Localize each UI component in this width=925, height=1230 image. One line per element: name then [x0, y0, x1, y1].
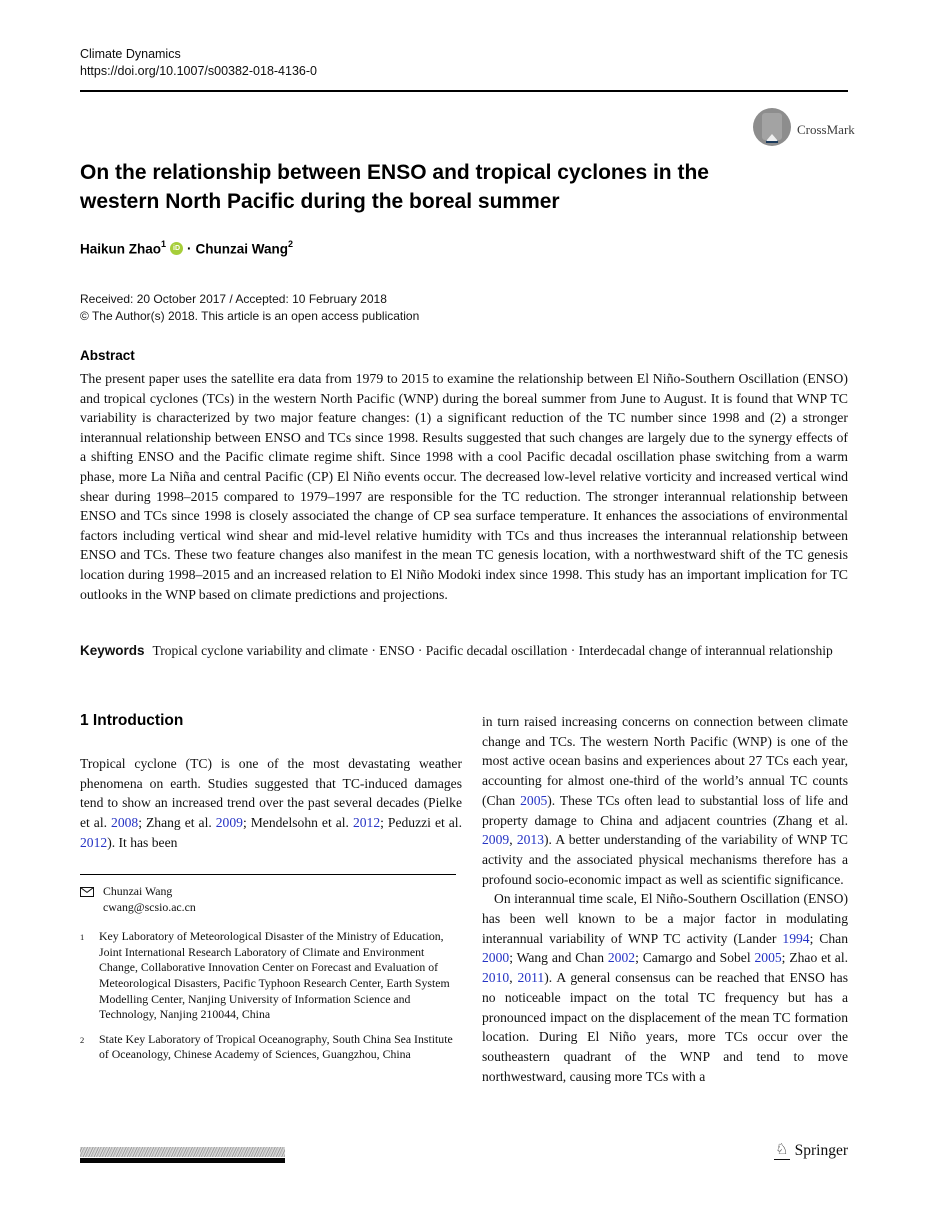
- crossmark-label: CrossMark: [797, 121, 855, 137]
- correspondence: [80, 884, 462, 915]
- body-text: ; Wang and Chan: [509, 950, 608, 966]
- right-column: [482, 712, 848, 1086]
- citation-link[interactable]: 2005: [520, 792, 548, 808]
- copyright-line: © The Author(s) 2018. This article is an open access publication: [80, 308, 420, 323]
- footnote-divider: [80, 874, 456, 875]
- body-text: ). A general consensus can be reached that ENSO has no noticeable impact on the total TC frequency but has a pronounced impact on the displacement of the mean TC formation location. During El Niño years, more TCs occur over the southeastern quadrant of the WNP and tend to move northwestward, causing more TCs with a: [482, 970, 849, 1084]
- abstract-heading: Abstract: [80, 348, 135, 363]
- author-line: [80, 241, 293, 257]
- footnotes-block: [80, 874, 462, 1072]
- crossmark-icon: [752, 107, 792, 152]
- keywords-text: Tropical cyclone variability and climate · ENSO · Pacific decadal oscillation · Interdecadal change of interannual relationship: [152, 643, 833, 658]
- body-text: ; Peduzzi et al.: [380, 815, 462, 831]
- citation-link[interactable]: 2000: [482, 950, 510, 966]
- intro-paragraph-right-2: [482, 889, 848, 1086]
- affiliation-marker: 2: [80, 1034, 85, 1045]
- article-history: [80, 291, 419, 324]
- intro-paragraph-right-1: [482, 712, 848, 889]
- journal-header: [80, 46, 317, 80]
- body-text: Tropical cyclone (TC) is one of the most devastating weather phenomena on earth. Studies suggested that TC-induced damages tend to show an increased trend over the past several decades (Pielke et al.: [80, 756, 462, 831]
- author-affiliation-marker: 1: [161, 239, 167, 249]
- springer-horse-icon: ♘: [775, 1141, 789, 1158]
- citation-link[interactable]: 1994: [782, 930, 810, 946]
- citation-link[interactable]: 2009: [482, 832, 510, 848]
- springer-logo: [774, 1142, 848, 1160]
- body-text: ; Chan: [809, 930, 849, 946]
- citation-link[interactable]: 2005: [754, 950, 782, 966]
- header-divider: [80, 90, 848, 92]
- crossmark-badge[interactable]: [752, 107, 855, 152]
- citation-link[interactable]: 2012: [80, 834, 108, 850]
- body-text: On interannual time scale, El Niño-Southern Oscillation (ENSO) has been well known to be a major factor in modulating interannual variability of WNP TC activity (Lander: [482, 891, 848, 946]
- citation-link[interactable]: 2011: [517, 970, 545, 986]
- body-text: ,: [509, 970, 518, 986]
- intro-paragraph-left: [80, 754, 462, 853]
- publisher-name: Springer: [794, 1142, 848, 1159]
- doi-text: https://doi.org/10.1007/s00382-018-4136-0: [80, 64, 317, 78]
- section-heading-introduction: 1 Introduction: [80, 712, 184, 729]
- citation-link[interactable]: 2013: [516, 832, 545, 848]
- scan-black-bar: [80, 1158, 285, 1163]
- body-text: ; Zhang et al.: [138, 815, 216, 831]
- scan-noise-band: [80, 1147, 285, 1157]
- correspondence-email[interactable]: cwang@scsio.ac.cn: [103, 899, 196, 914]
- author-name-2: Chunzai Wang$^2$: [195, 239, 294, 257]
- citation-link[interactable]: 2010: [482, 970, 510, 986]
- body-text: ; Camargo and Sobel: [635, 950, 755, 966]
- body-text: ). These TCs often lead to substantial loss of life and property damage to China and adjacent countries (Zhang et al.: [482, 792, 849, 828]
- affiliation-marker: 1: [80, 932, 85, 943]
- correspondence-details: [103, 884, 196, 915]
- keywords-block: [80, 641, 848, 661]
- body-text: ). A better understanding of the variability of WNP TC activity and the associated physical mechanisms therefore has a profound socio-economic impact as well as scientific significance.: [482, 832, 849, 887]
- body-text: in turn raised increasing concerns on connection between climate change and TCs. The western North Pacific (WNP) is one of the most active ocean basins and experiences about 27 TCs each year, accounting for almost one-third of the world’s annual TC counts (Chan: [482, 714, 848, 808]
- body-text: ; Mendelsohn et al.: [242, 815, 353, 831]
- abstract-text: The present paper uses the satellite era data from 1979 to 2015 to examine the relationship between El Niño-Southern Oscillation (ENSO) and tropical cyclones (TCs) in the western North Pacific (WNP) during the boreal summer from June to August. It is found that WNP TC variability is characterized by two major feature changes: (1) a significant reduction of the TC number since 1998 and (2) a stronger interannual relationship between ENSO and TCs since 1998. Results suggested that such changes are largely due to the synergy effects of a shifting ENSO and the Pacific climate regime shift. Since 1998 with a cool Pacific decadal oscillation phase switching from a warm phase, more La Niña and central Pacific (CP) El Niño events occur. The decreased low-level relative vorticity and increased vertical wind shear during 1998–2015 compared to 1979–1997 are responsible for the TC reduction. The stronger interannual relationship between ENSO and TCs since 1998 is closely associated the change of CP sea surface temperature. It enhances the associations of environmental factors including vertical wind shear and mid-level relative humidity with TCs and thus increases the interannual relationship between ENSO and TCs. These two feature changes also manifest in the mean TC genesis location, with a northwestward shift of the TC genesis location during 1998–2015 and an increased relation to El Niño Modoki index since 1998. This study has an important implication for TC outlooks in the WNP based on climate predictions and projections.: [80, 371, 848, 602]
- correspondence-name: Chunzai Wang: [103, 884, 173, 898]
- citation-link[interactable]: 2002: [607, 950, 636, 966]
- envelope-icon: [80, 884, 94, 915]
- citation-link[interactable]: 2012: [352, 815, 381, 831]
- author-name-1: Haikun Zhao$^1$: [80, 239, 167, 257]
- body-text: ; Zhao et al.: [781, 950, 848, 966]
- citation-link[interactable]: 2008: [111, 815, 139, 831]
- scan-registration-mark: [80, 1147, 285, 1163]
- body-text: ). It has been: [107, 834, 178, 850]
- author-affiliation-marker: 2: [288, 239, 294, 249]
- citation-link[interactable]: 2009: [215, 815, 243, 831]
- body-text: ,: [509, 832, 517, 848]
- page-title: On the relationship between ENSO and tropical cyclones in the western North Pacific during the boreal summer: [80, 161, 709, 213]
- affiliation-text: State Key Laboratory of Tropical Oceanography, South China Sea Institute of Oceanology, Chinese Academy of Sciences, Guangzhou, China: [99, 1031, 453, 1062]
- keywords-label: Keywords: [80, 643, 145, 658]
- affiliation-1: [80, 929, 462, 1023]
- author-separator: ·: [187, 241, 192, 256]
- orcid-icon[interactable]: iD: [170, 242, 183, 255]
- affiliation-text: Key Laboratory of Meteorological Disaster of the Ministry of Education, Joint International Research Laboratory of Climate and Environment Change, Collaborative Innovation Center on Forecast and Evaluation of Meteorological Disasters, Pacific Typhoon Research Center, Earth System Modelling Center, Nanjing University of Information Science and Technology, Nanjing 210044, China: [99, 929, 450, 1022]
- received-accepted-line: Received: 20 October 2017 / Accepted: 10 February 2018: [80, 292, 387, 306]
- affiliation-2: [80, 1032, 462, 1063]
- journal-name: Climate Dynamics: [80, 47, 181, 61]
